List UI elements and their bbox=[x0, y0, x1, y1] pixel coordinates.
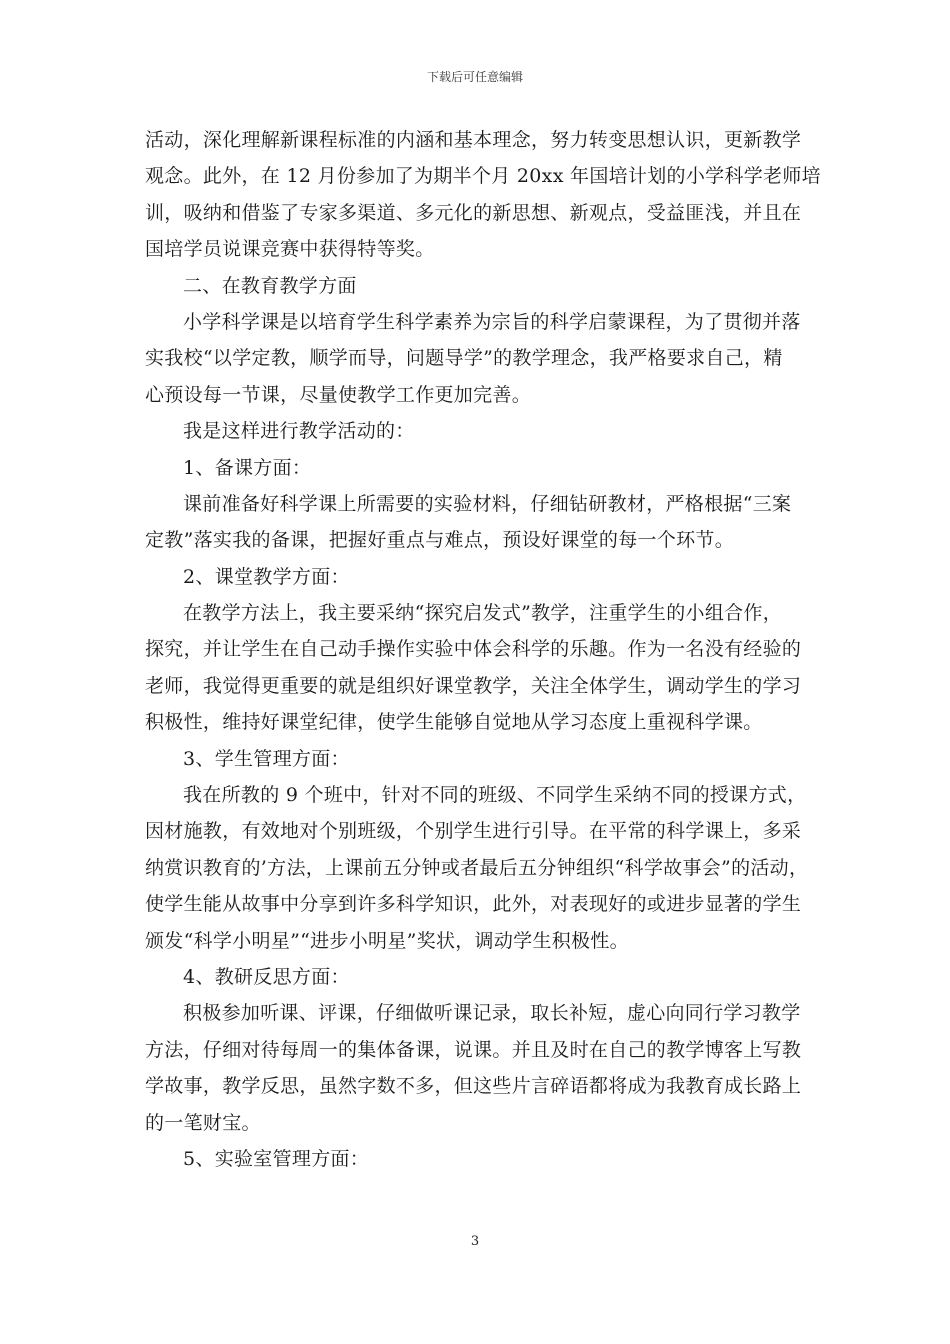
document-body bbox=[145, 122, 821, 1177]
body-line: 实我校“以学定教，顺学而导，问题导学”的教学理念，我严格要求自己，精 bbox=[145, 347, 783, 370]
body-line: 在教学方法上，我主要采纳“探究启发式”教学，注重学生的小组合作， bbox=[183, 602, 783, 625]
body-line: 积极性，维持好课堂纪律，使学生能够自觉地从学习态度上重视科学课。 bbox=[145, 711, 763, 734]
section-heading: 二、在教育教学方面 bbox=[183, 274, 357, 297]
body-line: 因材施教，有效地对个别班级，个别学生进行引导。在平常的科学课上，多采 bbox=[145, 820, 802, 843]
subsection-heading: 1、备课方面： bbox=[183, 456, 312, 479]
body-line: 使学生能从故事中分享到许多科学知识，此外，对表现好的或进步显著的学生 bbox=[145, 893, 802, 916]
body-line: 的一笔财宝。 bbox=[145, 1111, 261, 1134]
body-line: 课前准备好科学课上所需要的实验材料，仔细钻研教材，严格根据“三案 bbox=[183, 492, 792, 515]
body-line: 方法，仔细对待每周一的集体备课，说课。并且及时在自己的教学博客上写教 bbox=[145, 1038, 802, 1061]
body-line: 纳赏识教育的’方法，上课前五分钟或者最后五分钟组织“科学故事会”的活动， bbox=[145, 856, 809, 879]
body-line: 观念。此外，在 12 月份参加了为期半个月 20xx 年国培计划的小学科学老师培 bbox=[145, 165, 821, 188]
subsection-heading: 3、学生管理方面： bbox=[183, 747, 350, 770]
body-line: 我在所教的 9 个班中，针对不同的班级、不同学生采纳不同的授课方式， bbox=[183, 784, 807, 807]
body-line: 国培学员说课竞赛中获得特等奖。 bbox=[145, 238, 435, 261]
body-line: 训，吸纳和借鉴了专家多渠道、多元化的新思想、新观点，受益匪浅，并且在 bbox=[145, 201, 802, 224]
body-line: 活动，深化理解新课程标准的内涵和基本理念，努力转变思想认识，更新教学 bbox=[145, 129, 802, 151]
body-line: 老师，我觉得更重要的就是组织好课堂教学，关注全体学生，调动学生的学习 bbox=[145, 674, 802, 697]
body-line: 定教”落实我的备课，把握好重点与难点，预设好课堂的每一个环节。 bbox=[145, 529, 735, 552]
body-line: 小学科学课是以培育学生科学素养为宗旨的科学启蒙课程，为了贯彻并落 bbox=[183, 310, 801, 333]
body-line: 心预设每一节课，尽量使教学工作更加完善。 bbox=[145, 383, 532, 406]
subsection-heading: 4、教研反思方面： bbox=[183, 965, 350, 988]
body-line: 探究，并让学生在自己动手操作实验中体会科学的乐趣。作为一名没有经验的 bbox=[145, 638, 802, 661]
subsection-heading: 2、课堂教学方面： bbox=[183, 565, 350, 588]
page-number: 3 bbox=[470, 1234, 480, 1249]
body-line: 学故事，教学反思，虽然字数不多，但这些片言碎语都将成为我教育成长路上 bbox=[145, 1075, 802, 1098]
body-line: 积极参加听课、评课，仔细做听课记录，取长补短，虚心向同行学习教学 bbox=[183, 1002, 801, 1025]
page-header: 下载后可任意编辑 bbox=[426, 70, 523, 84]
subsection-heading: 5、实验室管理方面： bbox=[183, 1147, 370, 1170]
body-line: 我是这样进行教学活动的： bbox=[183, 420, 415, 443]
body-line: 颁发“科学小明星”“进步小明星”奖状，调动学生积极性。 bbox=[145, 929, 629, 952]
